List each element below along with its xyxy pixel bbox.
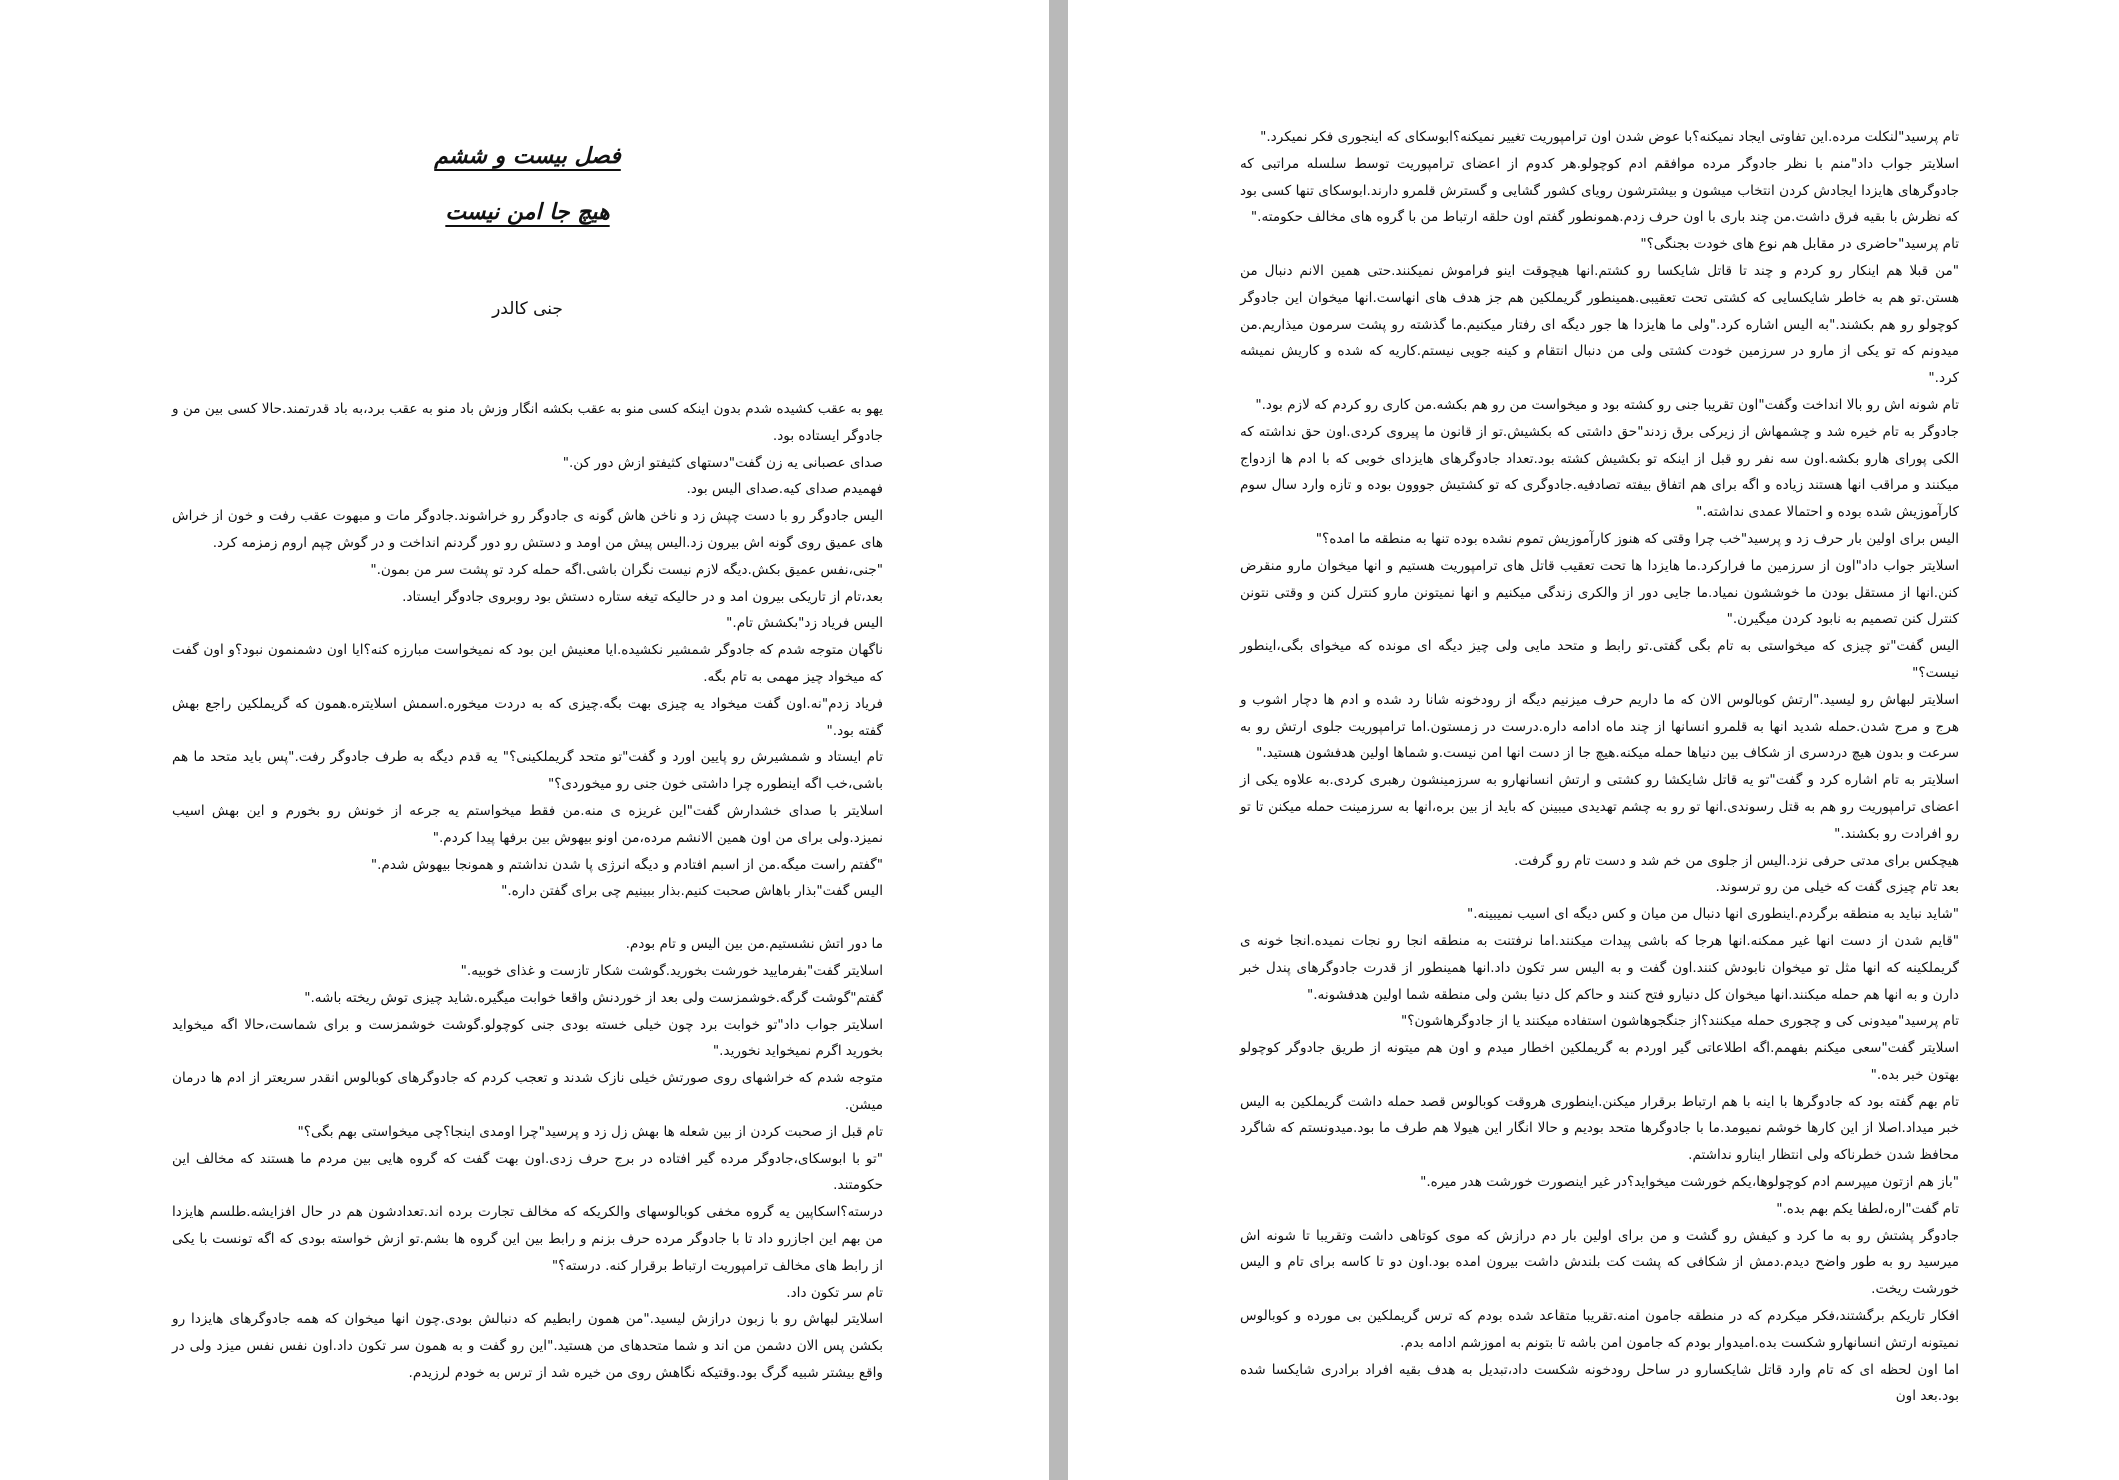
paragraph: بعد،تام از تاریکی بیرون امد و در حالیکه تیغه ستاره دستش بود روبروی جادوگر ایستاد. [402,588,883,605]
paragraph: اسلایتر لبهاش رو با زبون درازش لیسید."من همون رابطیم که دنبالش بودی.چون انها میخوان که همه جادوگرهای هایزدا رو بکشن پس الان دشمن من اند و شما متحدهای من هستید."این رو گفت و به همون سر تکون داد.اون نفس نفس میزد ولی در واقع بیشتر شبیه گرگ بود.وقتیکه نگاهش روی من خیره شد از ترس به خودم لرزیدم. [172,1311,883,1381]
paragraph: افکار تاریکم برگشتند،فکر میکردم که در منطقه جامون امنه.تقریبا متقاعد شده بودم که ترس گریملکین بی مورده و کوبالوس نمیتونه ارتش انسانهارو شکست بده.امیدوار بودم که جامون امن باشه تا بتونم به اموزشم ادامه بدم. [1240,1308,1959,1351]
paragraph: جادوگر به تام خیره شد و چشمهاش از زیرکی برق زدند"حق داشتی که بکشیش.تو از قانون ما پیروی کردی.اون حق نداشته که الکی پورای هارو بکشه.اون سه نفر رو قبل از اینکه تو بکشیش کشته بود.تعداد جادوگرهای هایزدای خوبی که با ادم ها ازدواج میکنند و مراقب انها هستند زیاده و اگه برای هم اتفاق بیفته تصادفیه.جادوگری که تو کشتیش جووون بوده و تازه وارد سال سوم کارآموزیش شده بوده و احتمالا عمدی نداشته." [1240,423,1959,521]
paragraph: متوجه شدم که خراشهای روی صورتش خیلی نازک شدند و تعجب کردم که جادوگرهای کوبالوس انقدر سریعتر از ادم ها درمان میشن. [172,1070,883,1113]
chapter-title: فصل بیست و ششم [434,143,621,169]
paragraph: اسلایتر به تام اشاره کرد و گفت"تو یه قاتل شایکشا رو کشتی و ارتش انسانهارو به سرزمینشون رهبری کردی.به علاوه یکی از اعضای ترامپوریت رو هم به قتل رسوندی.انها تو رو به چشم تهدیدی میبینن که باید از بین بره،انها به سرزمینت حمله میکنن تا تو رو افرادت رو بکشند." [1240,772,1959,842]
paragraph: اسلایتر جواب داد"اون از سرزمین ما فرارکرد.ما هایزدا ها تحت تعقیب قاتل های ترامپوریت هستیم و انها میخوان مارو منقرض کنن.انها از مستقل بودن ما خوششون نمیاد.ما جایی دور از والکری زندگی میکنیم و انها نمیتونن مارو کنترل کنن و وقتی نتونن کنترل کنن تصمیم به نابود کردن میگیرن." [1240,557,1959,628]
paragraph: گفتم"گوشت گرگه.خوشمزست ولی بعد از خوردنش واقعا خوابت میگیره.شاید چیزی توش ریخته باشه." [304,989,883,1006]
paragraph: تام پرسید"لنکلت مرده.این تفاوتی ایجاد نمیکنه؟با عوض شدن اون ترامپوریت تغییر نمیکنه؟ابوسکای که اینجوری فکر نمیکرد." [1260,129,1959,145]
paragraph: "تو با ابوسکای،جادوگر مرده گیر افتاده در برج حرف زدی.اون بهت گفت که گروه هایی بین مردم ما هستند که مخالف این حکومتند. [172,1150,883,1194]
paragraph: اسلایتر جواب داد"منم با نظر جادوگر مرده موافقم ادم کوچولو.هر کدوم از اعضای ترامپوریت توسط سلسله مراتبی که جادوگرهای هایزدا ایجادش کردن انتخاب میشون و بیشترشون رویای کشور گشایی و گسترش قلمرو دارند.ابوسکای تنها کسی بود که نظرش با بقیه فرق داشت.من چند باری با اون حرف زدم.همونطور گفتم اون حلقه ارتباط من با گروه های مخالف حکومته." [1240,155,1959,226]
paragraph: صدای عصبانی یه زن گفت"دستهای کثیفتو ازش دور کن." [562,454,883,471]
paragraph-spacer [172,905,883,931]
paragraph: تام قبل از صحبت کردن از بین شعله ها بهش زل زد و پرسید"چرا اومدی اینجا؟چی میخواستی بهم بگی؟" [297,1123,883,1140]
right-paragraph-block [1240,124,1959,1410]
paragraph: تام گفت"اره،لطفا یکم بهم بده." [1776,1200,1959,1217]
paragraph: اسلایتر گفت"بفرمایید خورشت بخورید.گوشت شکار تازست و غذای خوبیه." [460,962,883,979]
paragraph: اسلایتر جواب داد"تو خوابت برد چون خیلی خسته بودی جنی کوچولو.گوشت خوشمزست و برای شماست،حالا اگه میخواید بخورید اگرم نمیخواید نخورید." [172,1016,883,1060]
paragraph: تام ایستاد و شمشیرش رو پایین اورد و گفت"تو متحد گریملکینی؟" یه قدم دیگه به طرف جادوگر رفت."پس باید متحد ما هم باشی،خب اگه اینطوره چرا داشتی خون جنی رو میخوردی؟" [172,749,883,793]
right-page [1068,0,2119,1480]
paragraph: فهمیدم صدای کیه.صدای الیس بود. [686,481,883,498]
paragraph: "جنی،نفس عمیق بکش.دیگه لازم نیست نگران باشی.اگه حمله کرد تو پشت سر من بمون." [370,561,883,578]
paragraph: الیس فریاد زد"بکشش تام." [726,615,883,632]
paragraph: الیس جادوگر رو با دست چپش زد و ناخن هاش گونه ی جادوگر رو خراشوند.جادوگر مات و مبهوت عقب رفت و خون از خراش های عمیق روی گونه اش بیرون زد.الیس پیش من اومد و دستش رو دور گردنم انداخت و در گوش چپم اروم زمزمه کرد. [172,508,883,551]
paragraph: تام پرسید"میدونی کی و چجوری حمله میکنند؟از جنگجوهاشون استفاده میکنند یا از جادوگرهاشون؟" [1401,1013,1959,1030]
paragraph: ما دور اتش نشستیم.من بین الیس و تام بودم. [625,936,883,953]
paragraph: بعد تام چیزی گفت که خیلی من رو ترسوند. [1715,879,1959,896]
left-paragraph-block-1 [172,396,883,905]
right-page-body [1240,124,1959,1410]
paragraph: تام شونه اش رو بالا انداخت وگفت"اون تقریبا جنی رو کشته بود و میخواست من رو هم بکشه.من کاری رو کردم که لازم بود." [1255,396,1959,413]
paragraph: ناگهان متوجه شدم که جادوگر شمشیر نکشیده.ایا معنیش این بود که نمیخواست مبارزه کنه؟ایا اون دشمنمون نبود؟و اون گفت که میخواد چیز مهمی به تام بگه. [172,642,883,685]
paragraph: "گفتم راست میگه.من از اسبم افتادم و دیگه انرژی پا شدن نداشتم و همونجا بیهوش شدم." [370,856,883,873]
left-page-body [172,396,883,1387]
paragraph: "من قبلا هم اینکار رو کردم و چند تا قاتل شایکسا رو کشتم.انها هیچوقت اینو فراموش نمیکنند.حتی همین الانم دنبال من هستن.تو هم به خاطر شایکسایی که کشتی تحت تعقیبی.همینطور گریملکین هم جز هدف های انهاست.انها میخوان این جادوگر کوچولو رو هم بکشند."به الیس اشاره کرد."ولی ما هایزدا ها جور دیگه ای رفتار میکنیم.ما گذشته رو پشت سرمون میذاریم.من میدونم که تو یکی از مارو در سرزمین خودت کشتی ولی من دنبال انتقام و کینه جویی نیستم.کاریه که شده و کاریش نمیشه کرد." [1240,262,1959,387]
paragraph: اما اون لحظه ای که تام وارد قاتل شایکسارو در ساحل رودخونه شکست داد،تبدیل به هدف بقیه افراد برادری شایکسا شده بود.بعد اون [1240,1361,1959,1405]
paragraph: الیس گفت"تو چیزی که میخواستی به تام بگی گفتی.تو رابط و متحد مایی ولی چیز دیگه ای مونده که میخوای بگی،اینطور نیست؟" [1240,638,1959,681]
paragraph: تام پرسید"حاضری در مقابل هم نوع های خودت بجنگی؟" [1640,236,1959,253]
paragraph: تام سر تکون داد. [786,1284,883,1301]
left-page [0,0,1049,1480]
paragraph: هیچکس برای مدتی حرفی نزد.الیس از جلوی من خم شد و دست تام رو گرفت. [1514,852,1959,869]
paragraph: الیس برای اولین بار حرف زد و پرسید"خب چرا وقتی که هنوز کارآموزیش تموم نشده بوده تنها به منطقه ما امده؟" [1315,530,1959,547]
paragraph: اسلایتر گفت"سعی میکنم بفهمم.اگه اطلاعاتی گیر اوردم به گریملکین اخطار میدم و اون هم میتونه از طریق جادوگر کوچولو بهتون خبر بده." [1240,1040,1959,1083]
author-name: جنی کالدر [492,299,563,319]
paragraph: "باز هم ازتون میپرسم ادم کوچولوها،یکم خورشت میخواید؟در غیر اینصورت خورشت هدر میره." [1420,1174,1959,1191]
paragraph: فریاد زدم"نه.اون گفت میخواد یه چیزی بهت بگه.چیزی که به دردت میخوره.اسمش اسلایتره.همون که گریملکین راجع بهش گفته بود." [172,695,883,739]
paragraph: اسلایتر لبهاش رو لیسید."ارتش کوبالوس الان که ما داریم حرف میزنیم دیگه از رودخونه شانا رد شده و ادم ها دچار اشوب و هرج و مرج شدن.حمله شدید انها به قلمرو انسانها از چند ماه ادامه داره.درست در زمستون.اما ترامپوریت جلوی ارتش رو به سرعت و بدون هیچ دردسری از شکاف بین دنیاها حمله میکنه.هیچ جا از دست انها امن نیست.و شماها اولین هدفشون هستید." [1240,691,1959,762]
left-paragraph-block-2 [172,931,883,1387]
paragraph: اسلایتر با صدای خشدارش گفت"این غریزه ی منه.من فقط میخواستم یه جرعه از خونش رو بخورم و این بهش اسیب نمیزد.ولی برای من اون همین الانشم مرده،من اونو بیهوش بین برفها پیدا کردم." [172,802,883,846]
paragraph: درسته؟اسکاپین یه گروه مخفی کوبالوسهای والکریکه که مخالف تجارت برده اند.تعدادشون هم در حال افزایشه.طلسم هایزدا من بهم این اجازرو داد تا با جادوگر مرده حرف بزنم و رابط بین این گروه ها بشم.تو ازش خواسته بودی که اگه تونست با یکی از رابط های مخالف ترامپوریت ارتباط برقرار کنه. درسته؟" [172,1204,883,1274]
paragraph: الیس گفت"بذار باهاش صحبت کنیم.بذار ببینیم چی برای گفتن داره." [501,883,883,900]
paragraph: تام بهم گفته بود که جادوگرها با اینه با هم ارتباط برقرار میکنن.اینطوری هروقت کوبالوس قصد حمله داشت گریملکین به الیس خبر میداد.اصلا از این کارها خوشم نمیومد.ما با جادوگرها متحد بودیم و حالا انگار این هیولا هم طرف ما بود.میدونستم که شاگرد محافظ شدن خطرناکه ولی انتظار اینارو نداشتم. [1240,1093,1959,1164]
paragraph: "قایم شدن از دست انها غیر ممکنه.انها هرجا که باشی پیدات میکنند.اما نرفتنت به منطقه انجا رو نجات نمیده.انجا خونه ی گریملکینه که انها مثل تو میخوان نابودش کنند.اون گفت و به الیس سر تکون داد.انها همینطور از قدرت جادوگرهای پندل خبر دارن و به انها هم حمله میکنند.انها میخوان کل دنیارو فتح کنند و حاکم کل دنیا بشن ولی منطقه شما اولین هدفشونه." [1240,932,1959,1003]
paragraph: جادوگر پشتش رو به ما کرد و کیفش رو گشت و من برای اولین بار دم درازش که موی کوتاهی داشت وتقریبا تا شونه اش میرسید رو به طور واضح دیدم.دمش از شکافی که پشت کت بلندش داشت بیرون امده بود.اون دو تا کاسه برای تام و الیس خورشت ریخت. [1240,1227,1959,1298]
chapter-subtitle: هیچ جا امن نیست [445,199,610,225]
paragraph: یهو به عقب کشیده شدم بدون اینکه کسی منو به عقب بکشه انگار وزش باد منو به عقب برد،به باد قدرتمند.حالا کسی بین من و جادوگر ایستاده بود. [172,401,883,444]
paragraph: "شاید نباید به منطقه برگردم.اینطوری انها دنبال من میان و کس دیگه ای اسیب نمیبینه." [1466,906,1959,923]
